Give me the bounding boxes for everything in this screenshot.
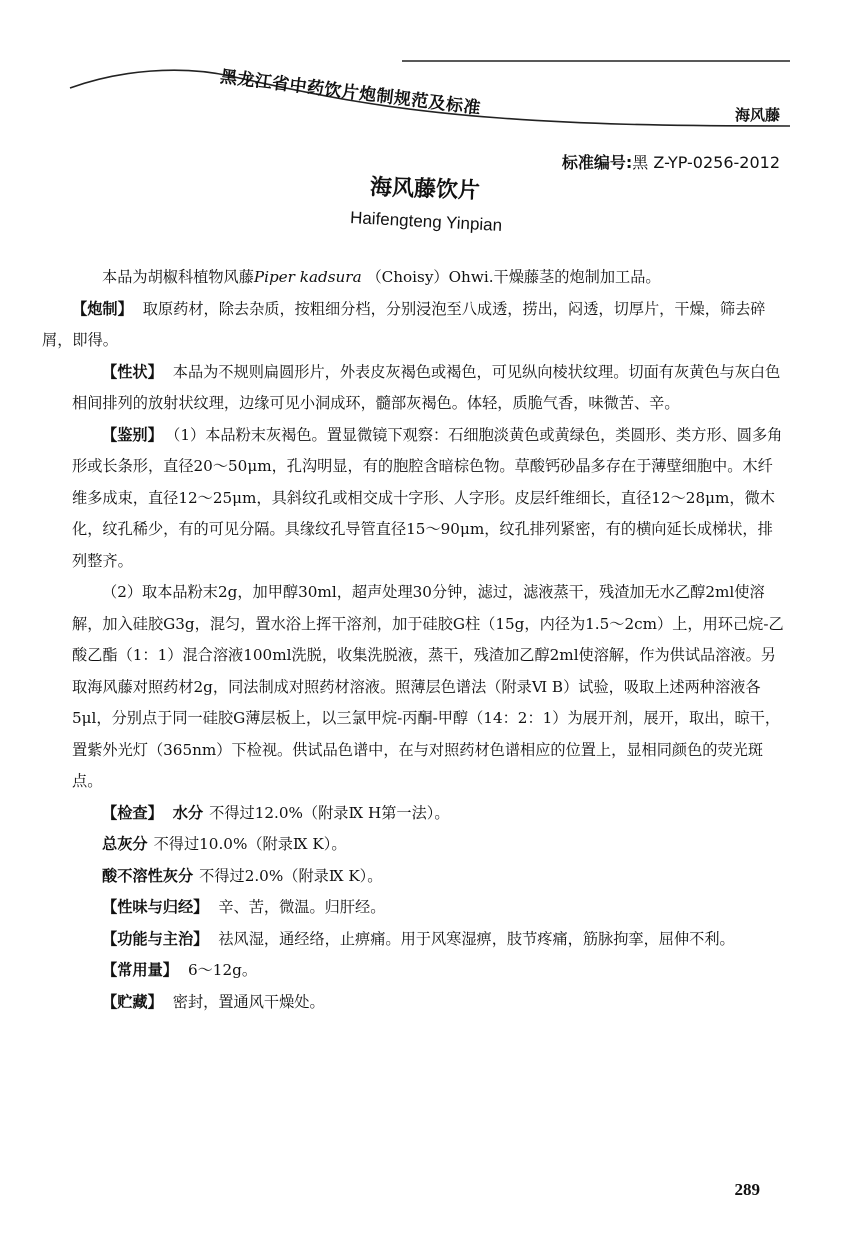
section-jianbie-2 (72, 577, 784, 798)
section-label: 【检查】 (102, 803, 163, 822)
check-item-name: 总灰分 (102, 835, 148, 853)
section-text: 祛风湿，通经络，止痹痛。用于风寒湿痹，肢节疼痛，筋脉拘挛，屈伸不利。 (218, 929, 735, 948)
check-item-text: 不得过10.0%（附录Ⅸ K）。 (153, 835, 347, 853)
section-label: 【性味与归经】 (102, 898, 209, 916)
check-item-name: 酸不溶性灰分 (102, 866, 194, 885)
check-item-text: 不得过12.0%（附录Ⅸ H第一法）。 (209, 803, 450, 822)
check-item (72, 829, 784, 861)
running-name: 海风藤 (734, 106, 780, 124)
section-zhucang (72, 987, 784, 1019)
section-xingwei (72, 892, 784, 924)
section-jianbie (72, 420, 784, 578)
check-item-text: 不得过2.0%（附录Ⅸ K）。 (199, 866, 383, 885)
running-title: 黑龙江省中药饮片炮制规范及标准 (218, 66, 482, 119)
standard-number (562, 150, 780, 173)
latin-name: Piper kadsura (253, 268, 362, 286)
section-label: 【常用量】 (102, 961, 178, 979)
section-paozhi (42, 294, 784, 357)
section-label: 【鉴别】 (102, 425, 163, 444)
section-text: 6～12g。 (187, 961, 258, 979)
section-text: 本品为不规则扁圆形片，外表皮灰褐色或褐色，可见纵向棱状纹理。切面有灰黄色与灰白色相间排列的放射状纹理，边缘可见小洞成环，髓部灰褐色。体轻，质脆气香，味微苦、辛。 (72, 362, 781, 412)
check-item-name: 水分 (172, 803, 204, 822)
section-text: 辛、苦，微温。归肝经。 (218, 898, 386, 916)
section-text: 取原药材，除去杂质，按粗细分档，分别浸泡至八成透，捞出，闷透，切厚片，干燥，筛去碎屑，即得。 (42, 299, 766, 349)
section-label: 【炮制】 (72, 299, 133, 318)
standard-label: 标准编号: (561, 153, 633, 172)
section-xingzhuang (72, 357, 784, 420)
section-text: （1）本品粉末灰褐色。置显微镜下观察：石细胞淡黄色或黄绿色，类圆形、类方形、圆多角形或长条形，直径20～50μm，孔沟明显，有的胞腔含暗棕色物。草酸钙砂晶多存在于薄壁细胞中。木纤维多成束，直径12～25μm，具斜纹孔或相交成十字形、人字形。皮层纤维细长，直径12～28μm，微木化，纹孔稀少，有的可见分隔。具缘纹孔导管直径15～90μm，纹孔排列紧密，有的横向延长成梯状，排列整齐。 (72, 425, 783, 570)
section-text: 密封，置通风干燥处。 (172, 992, 325, 1011)
intro-paragraph (72, 262, 784, 294)
page-title: 海风藤饮片 (369, 175, 481, 204)
section-label: 【性状】 (102, 362, 163, 381)
section-jiancha (72, 798, 784, 830)
intro-prefix: 本品为胡椒科植物风藤 (102, 268, 254, 286)
section-gongneng (72, 924, 784, 956)
page-subtitle-pinyin: Haifengteng Yinpian (349, 208, 503, 235)
section-label: 【功能与主治】 (102, 929, 209, 948)
section-text: （2）取本品粉末2g，加甲醇30ml，超声处理30分钟，滤过，滤液蒸干，残渣加无水乙醇2ml使溶解，加入硅胶G3g，混匀，置水浴上挥干溶剂，加于硅胶G柱（15g，内径为1.5～2cm）上，用环己烷-乙酸乙酯（1：1）混合溶液100ml洗脱，收集洗脱液，蒸干，残渣加乙醇2ml使溶解，作为供试品溶液。另取海风藤对照药材2g，同法制成对照药材溶液。照薄层色谱法（附录Ⅵ B）试验，吸取上述两种溶液各5μl，分别点于同一硅胶G薄层板上，以三氯甲烷-丙酮-甲醇（14：2：1）为展开剂，展开，取出，晾干，置紫外光灯（365nm）下检视。供试品色谱中，在与对照药材色谱相应的位置上，显相同颜色的荧光斑点。 (72, 583, 784, 790)
standard-code: 黑 Z-YP-0256-2012 (632, 153, 780, 172)
section-label: 【贮藏】 (102, 992, 163, 1011)
page-number: 289 (734, 1180, 760, 1199)
section-yongliang (72, 955, 784, 987)
check-item (72, 861, 784, 893)
document-body (42, 262, 784, 1018)
intro-suffix: （Choisy）Ohwi.干燥藤茎的炮制加工品。 (366, 268, 661, 286)
